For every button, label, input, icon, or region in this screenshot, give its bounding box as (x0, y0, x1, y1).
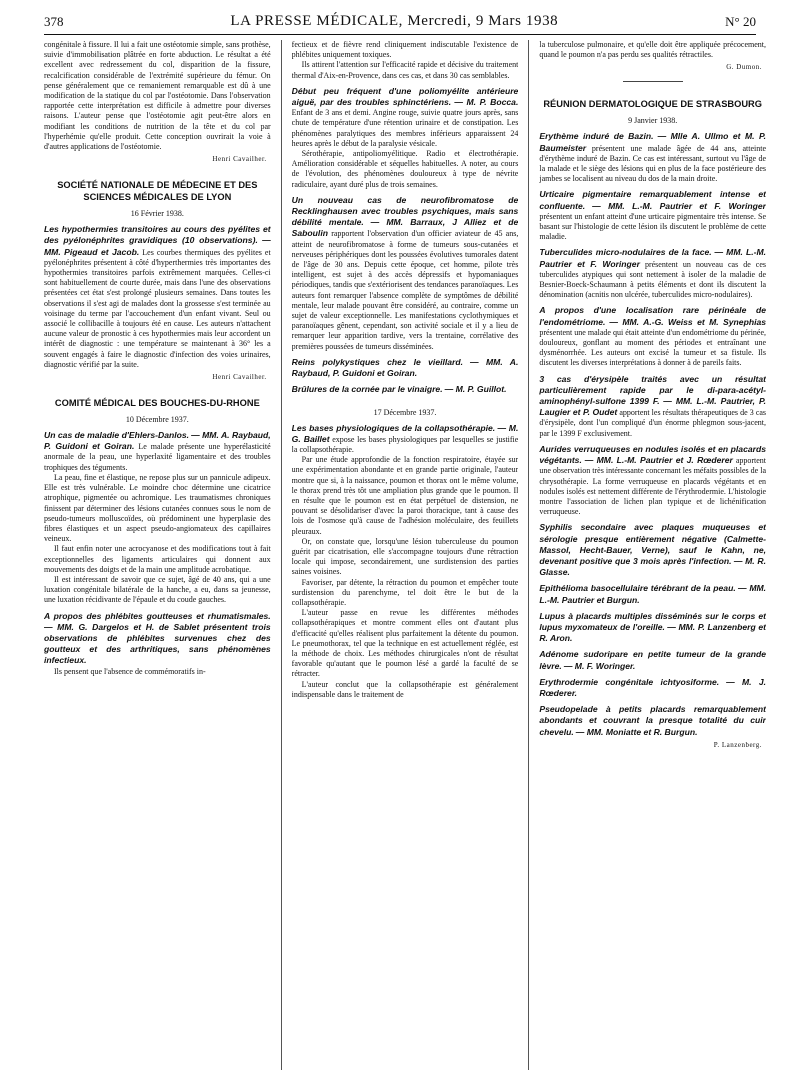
article-title: A propos d'une localisation rare périnéale de l'endométriome. (539, 305, 767, 327)
article-text: présentent une malade âgée de 44 ans, atteinte d'érythème induré de Bazin. Ce cas est intéressant, surtout vu l'âge de la malade et le siège des lésions qui en plus de la face postérieure des jambes se localisent au niveau du dos de la main droite. (539, 143, 767, 184)
article-title: A propos des phlébites goutteuses et rhumatismales. (44, 610, 271, 621)
article-authors: — M. J. Rœderer. (539, 676, 767, 698)
column-1 (44, 40, 271, 1070)
article-paragraph: L'auteur conclut que la collapsothérapie est généralement indispensable dans le traitement de (291, 679, 519, 699)
article-text: rapportent l'observation d'un officier aviateur de 45 ans, atteint de neurofibromatose à forme de tumeurs sous-cutanées et nerveuses périphériques dont les poussées évolutives tumorales datent de l'âge de 30 ans. Depuis cette époque, cet homme, pilote très intelligent, est sujet à des accès dépressifs et hypomaniaques périodiques, tandis que s'extériorisent des tendances paranoïaques. Les auteurs font remarquer l'absence complète de symptômes de débilité mentale, leur malade pouvant être considéré, au contraire, comme un sujet de valeur exceptionnelle. Les manifestations cyclothymiques et paranoïaques gênent, cependant, son activité sociale et il y a lieu de remarquer leur apparition tardive, vers la trentaine, corrélative des premières poussées de tumeurs disséminées. (291, 229, 519, 351)
article-paragraph: Par une étude approfondie de la fonction respiratoire, étayée sur une expérimentation abondante et en grande partie originale, l'auteur montre que si, à la naissance, poumon et thorax ont le même volume, le thorax prend très tôt une ampliation plus grande que le poumon. Il en résulte que le poumon est en état perpétuel de distension, ne pouvant se désolidariser d'avec la paroi thoracique, tant à cause des lois de l'osmose qu'à cause de l'adhésion moléculaire, des feuillets pleuraux. (291, 455, 519, 536)
article-title: 3 cas d'érysipèle traités avec un résultat particulièrement rapide par le di-para-acétyl-aminophényl-sulfone 1399 F. (539, 373, 767, 407)
article-paragraph: Ils pensent que l'absence de commémoratifs in- (54, 666, 206, 676)
article (539, 522, 766, 578)
columns (44, 40, 766, 1070)
article-paragraph: L'auteur passe en revue les différentes méthodes collapsothérapiques et montre comment elles ont d'autant plus d'efficacité qu'elles réalisent plus parfaitement la détente du poumon. Le pneumothorax, tel que la technique en est actuellement réglée, est la méthode de choix. Les méthodes chirurgicales n'ont de résultat favorable qu'autant que le poumon lésé a gardé la faculté de se rétracter. (291, 608, 519, 679)
article-authors: — MM. A. Raybaud, P. Guidoni et Goiran. (44, 430, 271, 452)
article-authors: — MM. A. Raybaud, P. Guidoni et Goiran. (291, 356, 519, 379)
article-title: Adénome sudoripare en petite tumeur de la grande lèvre. (539, 649, 767, 671)
continuation-text: la tuberculose pulmonaire, et qu'elle doit être appliquée précocement, quand le poumon n'a pas perdu ses qualités rétractiles. (539, 40, 767, 60)
article-authors: — M. G. Baillet (291, 422, 519, 444)
society-title: SOCIÉTÉ NATIONALE DE MÉDECINE ET DES SCIENCES MÉDICALES DE LYON (57, 180, 258, 203)
page-number: 378 (44, 14, 64, 29)
article-text: présentent un enfant atteint d'une urticaire pigmentaire très intense. Se basant sur l'histologie de cette lésion ils discutent le problème de cette maladie. (539, 211, 767, 242)
article-authors: — MM. Moniatte et R. Burgun. (575, 726, 698, 737)
article-title: Début peu fréquent d'une poliomyélite antérieure aiguë, par des troubles sphinctériens. (291, 85, 519, 108)
article-authors: — MM. L.-M. Pautrier, P. Laugier et P. Oudet (539, 396, 767, 418)
article-text: expose les bases physiologiques par lesquelles se justifie la collapsothérapie. (291, 434, 519, 454)
article-authors: — MM. L.-M. Pautrier et F. Woringer (539, 247, 767, 269)
article-paragraph: Favoriser, par détente, la rétraction du poumon et empêcher toute surdistension du parenchyme, tel doit être le but de la collapsothérapie. (291, 577, 519, 607)
article-authors: — MM. A.-G. Weiss et M. Synephias (609, 316, 767, 327)
article-title: Aurides verruqueuses en nodules isolés et en placards végétants. (539, 443, 767, 466)
article-authors: — Mlle A. Ullmo et M. P. Baumeister (539, 131, 767, 153)
article (539, 704, 766, 738)
article-paragraph: Or, on constate que, lorsqu'une lésion tuberculeuse du poumon guérit par cicatrisation, elle s'accompagne toujours d'une rétraction locale qui impose, secondairement, une surdistension des parties saines voisines. (291, 536, 519, 577)
article (44, 430, 271, 605)
article-title: Erythrodermie congénitale ichtyosiforme. (539, 676, 720, 687)
article-title: Les hypothermies transitoires au cours des pyélites et des pyélonéphrites gravidiques (10 observations). (44, 224, 271, 246)
article-text: présentent un nouveau cas de ces tuberculides atypiques qui sont nettement à isoler de la maladie de Besnier-Boeck-Schaumann à petits éléments et dont ils discutent la dénomination (acnitis non ulcérée, tuberculides micro-nodulaires). (539, 259, 767, 300)
article-title: Urticaire pigmentaire remarquablement intense et confluente. (539, 189, 767, 211)
article (292, 423, 519, 700)
article (292, 384, 519, 395)
article-text: apportent une observation très intéressante concernant les méfaits possibles de la chrysothérapie. La forme verruqueuse en placards végétants et en nodules isolés est nettement différente de l'érythrodermie. L'histologie montre l'association de lichen plan typique et de lichénification verruqueuse. (539, 456, 767, 517)
column-3 (539, 40, 766, 1070)
article (539, 189, 766, 242)
signature: Henri Cavailher. (212, 155, 267, 164)
article-lead: présentent trois observations de phlébites survenues chez des goutteux et des arthritiques, sans phénomènes infectieux. (44, 621, 271, 666)
session-date: 9 Janvier 1938. (628, 116, 678, 126)
masthead (44, 8, 756, 35)
article (539, 583, 766, 605)
article (44, 611, 271, 677)
signature: Henri Cavailher. (212, 373, 267, 382)
article-title: Un nouveau cas de neurofibromatose de Recklinghausen avec troubles psychiques, mais sans débilité mentale. (291, 194, 519, 228)
column-rule (528, 40, 529, 1070)
meeting-title: RÉUNION DERMATOLOGIQUE DE STRASBOURG (543, 99, 763, 110)
continuation-text: fectieux et de fièvre rend cliniquement indiscutable l'existence de phlébites uniquement toxiques. (291, 40, 519, 60)
article (539, 247, 766, 300)
session-date: 16 Février 1938. (130, 209, 184, 219)
article (292, 357, 519, 379)
article-text: Le malade présente une hyperélasticité anormale de la peau, une hyperlaxité ligamentaire et des troubles trophiques des téguments. (44, 442, 271, 472)
article-authors: — M. F. Woringer. (563, 660, 636, 671)
signature: G. Dumon. (726, 63, 763, 72)
article-paragraph: Sérothérapie, antipoliomyélitique. Radio et électrothérapie. Amélioration considérable et séquelles habituelles. A noter, au cours de l'évolution, des phénomènes douloureux à type de névrite radiculaire, ayant duré plus de trois semaines. (291, 149, 519, 189)
article-paragraph: Ils attirent l'attention sur l'efficacité rapide et décisive du traitement thermal d'Aix-en-Provence, dans ces cas, et dans 30 cas semblables. (291, 60, 519, 80)
article-title: Reins polykystiques chez le vieillard. (291, 356, 464, 367)
article-authors: — MM. Barraux, J Alliez et de Saboulin (291, 217, 519, 239)
final-signature: P. Lanzenberg. (713, 740, 763, 749)
article-title: Tuberculides micro-nodulaires de la face. (539, 247, 712, 258)
article (44, 224, 271, 370)
session-date: 10 Décembre 1937. (125, 415, 189, 425)
article (539, 131, 766, 184)
article (539, 677, 766, 699)
article-authors: — MM. G. Dargelos et H. de Sablet (44, 621, 200, 632)
article-text: présentent une malade qui était atteinte d'un endométriome du périnée, douloureux, gonflant au moment des périodes et entraînant une dysménorrhée. Les auteurs ont excisé la tumeur et sa fistule. Ils discutent les diverses interprétations à donner à de pareils faits. (539, 327, 767, 368)
article-title: Un cas de maladie d'Ehlers-Danlos. (44, 430, 190, 441)
article-authors: — M. P. Bocca. (454, 97, 519, 108)
article-text: apportent les résultats thérapeutiques de 3 cas d'érysipèle, dont l'un compliqué d'un énorme phlegmon sous-jacent, par le 1399 F exclusivement. (539, 408, 767, 438)
column-2 (292, 40, 519, 1070)
session-date: 17 Décembre 1937. (373, 407, 437, 417)
article-paragraph: Il faut enfin noter une acrocyanose et des modifications tout à fait exceptionnelles des ligaments articulaires qui donnent aux mouvements des doigts et de la main une amplitude acrobatique. (44, 544, 271, 574)
article-title: Erythème induré de Bazin. (539, 131, 654, 142)
article-paragraph: Il est intéressant de savoir que ce sujet, âgé de 40 ans, qui a une luxation congénitale bilatérale de la hanche, a eu, dans sa jeunesse, une luxation récidivante de l'épaule et du coude gauches. (44, 574, 271, 605)
article-title: Brûlures de la cornée par le vinaigre. (291, 384, 443, 395)
article-title: Lupus à placards multiples disséminés sur le corps et lupus myxomateux de l'oreille. (539, 610, 767, 632)
article (292, 86, 519, 190)
article-authors: — MM. P. Lanzenberg et R. Aron. (539, 621, 767, 644)
article-authors: — MM. Pigeaud et Jacob. (44, 235, 271, 257)
article-authors: — MM. L.-M. Pautrier et Burgun. (539, 583, 767, 605)
issue-number: N° 20 (725, 14, 756, 29)
article-list (539, 131, 766, 737)
article-authors: — M. P. Guillot. (444, 384, 507, 395)
article (292, 195, 519, 352)
article-text: Les courbes thermiques des pyélites et pyélonéphrites présentent à côté d'hyperthermies très importantes des hypothermies transitoires parfois extrêmement marquées. Celles-ci sont habituellement de courte durée, mais dans l'une des observations présentées cet état s'est prolongé plusieurs semaines. Dans toutes les observations il s'est agi de malades dont la grossesse s'est terminée au voisinage du terme par l'accouchement d'un enfant vivant. Seul ou associé le collibacille à toujours été en cause. Les auteurs n'attachent aucune valeur de pronostic à ces hypothermies mais leur accordent un intérêt de diagnostic : une température se maintenant à 36° les a souvent engagés à faire le diagnostic d'infection des voies urinaires, diagnostic vérifié par la suite. (44, 247, 271, 369)
article-paragraph: La peau, fine et élastique, ne repose plus sur un pannicule adipeux. Elle est très vulnérable. Le moindre choc détermine une cicatrice atrophique, pigmentée ou achromique. Les traumatismes chroniques finissent par déterminer des lésions cutanées connues sous le nom de pseudo-tumeurs molluscoïdes, où prédominent une hyperplasie des fibres élastiques et un aspect pseudo-angiomateux des capillaires veineux. (44, 472, 271, 544)
article-authors: — MM. L.-M. Pautrier et J. Rœderer (584, 455, 733, 466)
article-title: Pseudopelade à petits placards remarquablement abondants et couvrant la presque totalité du cuir chevelu. (539, 704, 767, 737)
continuation-text: congénitale à fissure. Il lui a fait une ostéotomie simple, sans prothèse, suivie d'immobilisation plâtrée en forte abduction. Le résultat a été excellent avec redressement du col, disparition de la fissure, recalcification considérable de l'extrémité supérieure du fémur. On pense généralement que ce remaniement remarquable est dû à une modification de la statique du col par l'ostéotomie. Dans l'observation rapportée cette interprétation est difficile à admettre pour diverses raisons. L'auteur pense que l'ostéotomie agit peut-être alors en modifiant les conditions de nutrition de la tête et du col par l'hyperhémie qu'elle produit. Cette conception ouvrirait la voie à d'autres applications de l'ostéotomie. (44, 40, 271, 152)
article-title: Syphilis secondaire avec plaques muqueuses et sérologie presque entièrement négative (Calmette-Massol, Hecht-Bauer, Verne), sauf le Kahn, ne, devenant positive que 3 mois après l'infection. (539, 522, 767, 566)
article (539, 611, 766, 645)
committee-title: COMITÉ MÉDICAL DES BOUCHES-DU-RHONE (54, 398, 260, 409)
separator (623, 81, 683, 82)
article (539, 649, 766, 671)
journal-title: LA PRESSE MÉDICALE, Mercredi, 9 Mars 1938 (230, 13, 559, 29)
article-authors: — MM. L.-M. Pautrier et F. Woringer (592, 200, 767, 211)
article (539, 305, 766, 368)
article-text: Enfant de 3 ans et demi. Angine rouge, suivie quatre jours après, sans chute de température d'une rétention urinaire et de constipation. Les phénomènes paralytiques des membres inférieurs apparaissent 24 heures après le début de la paralysie vésicale. (291, 108, 519, 148)
column-rule (281, 40, 282, 1070)
article-authors: — M. R. Glasse. (539, 555, 767, 578)
article (539, 444, 766, 517)
article (539, 374, 766, 439)
article-title: Les bases physiologiques de la collapsothérapie. (291, 422, 496, 433)
article-title: Epithélioma basocellulaire térébrant de la peau. (539, 583, 736, 594)
